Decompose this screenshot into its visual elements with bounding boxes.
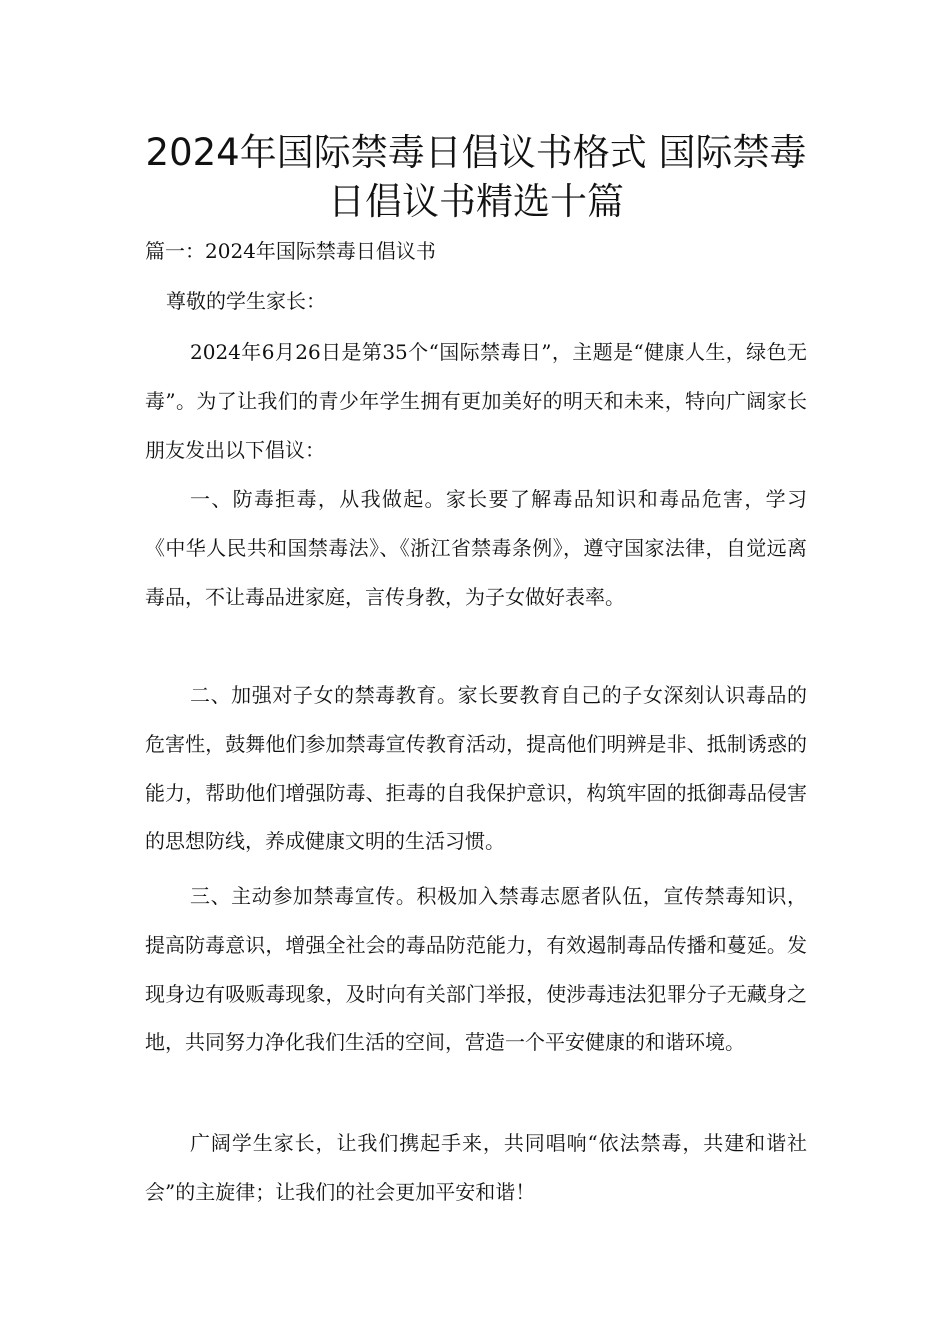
paragraph-point-three: 三、主动参加禁毒宣传。积极加入禁毒志愿者队伍，宣传禁毒知识，提高防毒意识，增强全社会的毒品防范能力，有效遏制毒品传播和蔓延。发现身边有吸贩毒现象，及时向有关部门举报，使涉毒违法犯罪分子无藏身之地，共同努力净化我们生活的空间，营造一个平安健康的和谐环境。	[145, 884, 807, 1055]
paragraph-intro: 2024年6月26日是第35个“国际禁毒日”，主题是“健康人生，绿色无毒”。为了让我们的青少年学生拥有更加美好的明天和未来，特向广阔家长朋友发出以下倡议：	[145, 340, 807, 462]
document-title: 2024年国际禁毒日倡议书格式 国际禁毒日倡议书精选十篇	[145, 131, 807, 223]
paragraph-point-one: 一、防毒拒毒，从我做起。家长要了解毒品知识和毒品危害，学习《中华人民共和国禁毒法》、《浙江省禁毒条例》，遵守国家法律，自觉远离毒品，不让毒品进家庭，言传身教，为子女做好表率。	[145, 487, 807, 609]
paragraph-closing: 广阔学生家长，让我们携起手来，共同唱响“依法禁毒，共建和谐社会”的主旋律；让我们的社会更加平安和谐！	[145, 1131, 807, 1204]
section-heading: 篇一：2024年国际禁毒日倡议书	[145, 239, 436, 263]
paragraph-point-two: 二、加强对子女的禁毒教育。家长要教育自己的子女深刻认识毒品的危害性，鼓舞他们参加禁毒宣传教育活动，提高他们明辨是非、抵制诱惑的能力，帮助他们增强防毒、拒毒的自我保护意识，构筑牢固的抵御毒品侵害的思想防线，养成健康文明的生活习惯。	[145, 683, 807, 854]
salutation: 尊敬的学生家长：	[166, 289, 326, 313]
